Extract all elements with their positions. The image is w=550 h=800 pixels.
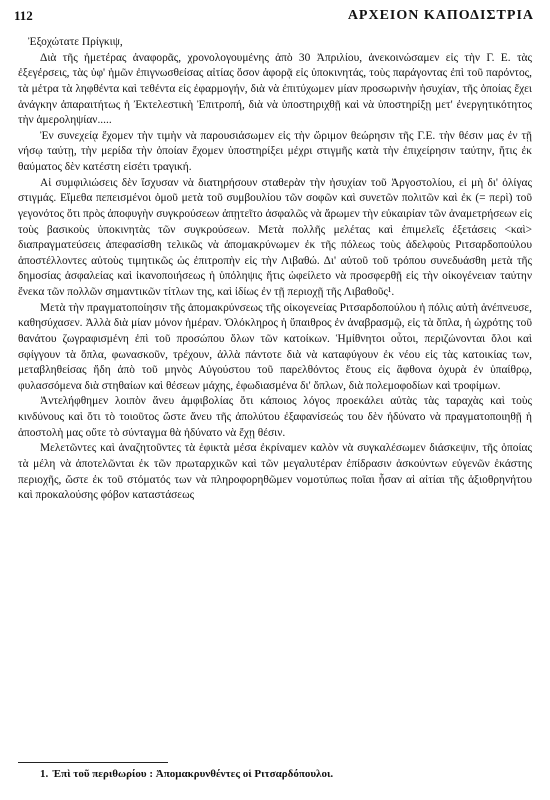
page-number: 112: [14, 8, 33, 23]
paragraph: Μελετῶντες καὶ ἀναζητοῦντες τὰ ἐφικτὰ μέσα ἐκρίναμεν καλὸν νὰ συγκαλέσωμεν διάσκεψιν, τῆς ὁποίας τὰ μέλη νὰ ἀποτελῶνται ἐκ τῶν πρωταρχικῶν καὶ τῶν μεγαλυτέραν ἐπίδρασιν ἀσκούντων εὐγενῶν ἑκάστης περιοχῆς, ὥστε ἐκ τοῦ στόματός των νὰ πληροφορηθῶμεν νομοτύπως ποῖαι ἦσαν αἱ αἰτίαι τῆς ἀξιοθρηνήτου καὶ προκαλούσης φόβον καταστάσεως: [18, 442, 532, 502]
paragraph: Ἀντελήφθημεν λοιπὸν ἄνευ ἀμφιβολίας ὅτι κάποιος λόγος προεκάλει αὐτὰς τὰς ταραχὰς καὶ τοὺς κινδύνους καὶ ὅτι τὸ τοιοῦτος ὥστε ἄνευ τῆς ἀπολύτου ἐξαφανίσεώς του δὲν ἠδύνατο νὰ πραγματοποιηθῇ ἡ ἀποστολὴ μας οὔτε τὸ σύνταγμα θὰ ἠδύνατο νὰ ἔχῃ θέσιν.: [18, 395, 532, 439]
footnote-number: 1.: [40, 768, 49, 780]
paragraph: Ἐν συνεχείᾳ ἔχομεν τὴν τιμὴν νὰ παρουσιάσωμεν εἰς τὴν ὥριμον θεώρησιν τῆς Γ.Ε. τὴν θέσιν μας ἐν τῇ νήσῳ ταύτῃ, τὴν μερίδα τὴν ὁποίαν ἔχομεν ὑποστηρίξει μέχρι στιγμῆς κατὰ τὴν ἐπιχείρησιν ταύτην, ἥτις ἐκ θαύματος δὲν κατέστη εἰσέτι τραγική.: [18, 129, 532, 173]
salutation: Ἐξοχώτατε Πρίγκιψ,: [28, 36, 123, 48]
letter-body: [18, 35, 532, 504]
footnote-text: Ἐπὶ τοῦ περιθωρίου : Ἀπομακρυνθέντες οἱ Ριτσαρδόπουλοι.: [52, 768, 334, 780]
footnote: [40, 768, 333, 780]
paragraph: Αἱ συμφιλιώσεις δὲν ἴσχυσαν νὰ διατηρήσουν σταθερὰν τὴν ἡσυχίαν τοῦ Ἀργοστολίου, εἰ μὴ δι' ὀλίγας στιγμάς. Εἴμεθα πεπεισμένοι ὁμοῦ μετὰ τοῦ συμβουλίου τῶν σοφῶν καὶ συνετῶν πολιτῶν καὶ ἐκ (= περὶ) τοῦ γεγονότος ὅτι πρὸς ἀποφυγὴν συγκρούσεων ἀπῃτεῖτο ἀσφαλῶς νὰ ἄρωμεν τὴν εὐκαιρίαν τῶν ἀναμετρήσεων εἰς τοὺς βασικοὺς ὑποκινητὰς τῶν συγκρούσεων. Μετὰ πολλῆς μελέτας καὶ ἐπιμελεῖς ἐξετάσεις <καὶ> διαπραγματεύσεις ἀπεφασίσθη τελικῶς νὰ ἀπομακρύνωμεν ἐκ τῆς πόλεως τοὺς ἀδελφοὺς Ριτσαρδοπούλου ἀποστέλλοντες αὐτοὺς τιμητικῶς ὡς ἐπιτροπὴν εἰς τὴν Λιβαθώ. Δι' αὐτοῦ τοῦ τρόπου συνεδυάσθη μετὰ τῆς δημοσίας ἀσφαλείας καὶ ἱκανοποιήσεως ἡ ὑπόληψις ἥτις ὠφείλετο νὰ προσφερθῇ εἰς τὴν οἰκογένειαν ταύτην ἕνεκα τῶν πολλῶν σημαντικῶν τίτλων της, καὶ ἰδίως ἐν τῇ περιοχῇ τῆς Λιβαθοῦς¹.: [18, 176, 532, 298]
footnote-divider: [18, 762, 168, 763]
paragraph: Διὰ τῆς ἡμετέρας ἀναφορᾶς, χρονολογουμένης ἀπὸ 30 Ἀπριλίου, ἀνεκοινώσαμεν εἰς τὴν Γ. Ε. τὰς ἐξεγέρσεις, τὰς ὑφ' ἡμῶν ἐπιγνωσθείσας αἰτίας ὅσον ἀφορᾷ εἰς ὑποκινητάς, τοὺς παράγοντας ἐπὶ τοῦ παρόντος, τὰ μέτρα τὰ ληφθέντα καὶ τεθέντα εἰς ἐφαρμογήν, διὰ νὰ ἐπιτύχωμεν μίαν προσωρινὴν ἡσυχίαν, τῆς ὁποίας ἔχει ἀνάγκην ἀπαραιτήτως ἡ Ἐκτελεστικὴ Ἐπιτροπή, διὰ νὰ ὑποστηριχθῇ καὶ νὰ ὑποστηρίξῃ μετ' ἐνεργητικότητος τὴν ἀμεροληψίαν.....: [18, 51, 532, 127]
running-title: ΑΡΧΕΙΟΝ ΚΑΠΟΔΙΣΤΡΙΑ: [347, 8, 534, 23]
paragraph: Μετὰ τὴν πραγματοποίησιν τῆς ἀπομακρύνσεως τῆς οἰκογενείας Ριτσαρδοπούλου ἡ πόλις αὐτὴ ἀνέπνευσε, καθησύχασεν. Ἀλλὰ διὰ μίαν μόνον ἡμέραν. Ὁλόκληρος ἡ ὕπαιθρος ἐν ἀναβρασμῷ, εἰς τὰ ὅπλα, ἡ ὠχρότης τοῦ θανάτου ζωγραφισμένη ἐπὶ τοῦ προσώπου ὅλων τῶν κατοίκων. Ἡμίθνητοι οὗτοι, περιζώνονται ὅλοι καὶ σφίγγουν τὰ ὅπλα, φωνασκοῦν, τρέχουν, ἀλλὰ πάντοτε διὰ νὰ καταφύγουν ἐκ νέου εἰς τὰς κατοικίας των, μεταβληθείσας ἤδη ἀπὸ τοῦ μηνὸς Αὐγούστου τοῦ παρελθόντος ἔτους εἰς ἄφθονα ὀχυρὰ ἐν ὑπαίθρῳ, φυλασσόμενα διὰ στηθαίων καὶ θέσεων μάχης, ἐφωδιασμένα δι' ὅπλων, διὰ πολεμοφοδίων καὶ τροφίμων.: [18, 301, 532, 392]
page-header: [14, 8, 534, 28]
